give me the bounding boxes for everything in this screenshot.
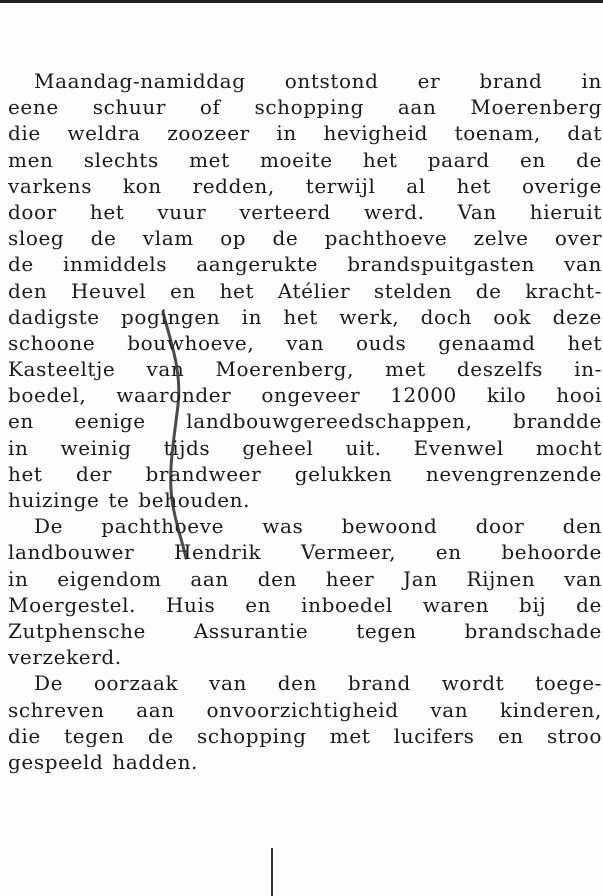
paragraph-3 xyxy=(8,670,602,775)
paragraph-2 xyxy=(8,513,602,670)
text-line: de inmiddels aangerukte brandspuitgasten van xyxy=(8,252,602,277)
text-line: boedel, waaronder ongeveer 12000 kilo hooi xyxy=(8,383,602,408)
text-line: Maandag-namiddag ontstond er brand in xyxy=(34,69,602,93)
article-body xyxy=(8,68,602,775)
text-line: landbouwer Hendrik Vermeer, en behoorde xyxy=(8,540,602,565)
text-line: huizinge te behouden. xyxy=(8,488,251,512)
text-line: De oorzaak van den brand wordt toege- xyxy=(34,671,602,696)
text-line: verzekerd. xyxy=(8,645,122,670)
text-line: Kasteeltje van Moerenberg, met deszelfs in- xyxy=(8,357,602,382)
text-line: varkens kon redden, terwijl al het overige xyxy=(8,173,602,198)
text-line: sloeg de vlam op de pachthoeve zelve over xyxy=(8,226,602,251)
text-line: eene schuur of schopping aan Moerenberg xyxy=(8,95,602,120)
text-line: men slechts met moeite het paard en de xyxy=(8,147,602,172)
text-line: den Heuvel en het Atélier stelden de kracht- xyxy=(8,278,602,303)
text-line: gespeeld hadden. xyxy=(8,749,199,774)
text-line: Zutphensche Assurantie tegen brandschade xyxy=(8,618,602,643)
text-line: door het vuur verteerd werd. Van hieruit xyxy=(8,199,602,224)
paragraph-1 xyxy=(8,68,602,513)
text-line: het der brandweer gelukken nevengrenzende xyxy=(8,461,602,486)
text-line: in weinig tijds geheel uit. Evenwel mocht xyxy=(8,435,602,460)
text-line: Moergestel. Huis en inboedel waren bij de xyxy=(8,592,602,617)
text-line: schoone bouwhoeve, van ouds genaamd het xyxy=(8,330,602,355)
text-line: die tegen de schopping met lucifers en stroo xyxy=(8,723,602,748)
text-line: De pachthoeve was bewoond door den xyxy=(34,514,602,539)
text-line: dadigste pogingen in het werk, doch ook deze xyxy=(8,304,602,329)
text-line: schreven aan onvoorzichtigheid van kinderen, xyxy=(8,697,602,722)
text-line: in eigendom aan den heer Jan Rijnen van xyxy=(8,566,602,591)
text-line: en eenige landbouwgereedschappen, brandde xyxy=(8,409,602,434)
top-border-rule xyxy=(0,0,603,3)
column-divider xyxy=(271,848,273,896)
text-line: die weldra zoozeer in hevigheid toenam, dat xyxy=(8,121,602,146)
